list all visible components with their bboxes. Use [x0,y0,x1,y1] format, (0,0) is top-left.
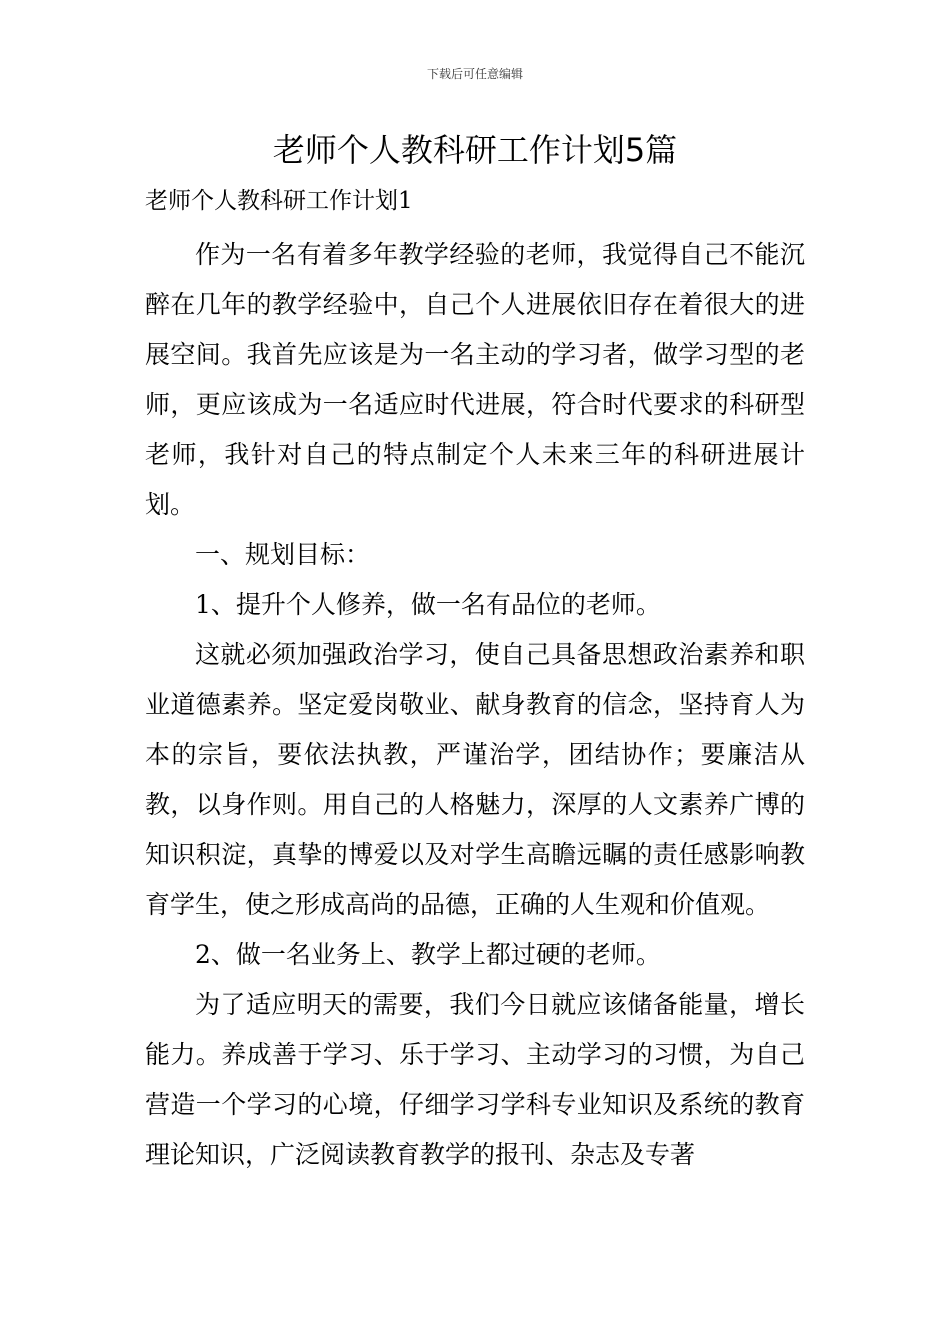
goal-item-2: 2、做一名业务上、教学上都过硬的老师。 [195,940,661,969]
document-body [145,178,805,1180]
section-subtitle: 老师个人教科研工作计划1 [145,188,413,214]
header-note: 下载后可任意编辑 [426,67,523,81]
heading-planning-goals: 一、规划目标： [195,540,371,569]
goal-item-1: 1、提升个人修养，做一名有品位的老师。 [195,590,661,619]
paragraph-goal-2-detail: 为了适应明天的需要，我们今日就应该储备能量，增长能力。养成善于学习、乐于学习、主动学习的习惯，为自己营造一个学习的心境，仔细学习学科专业知识及系统的教育理论知识，广泛阅读教育教学的报刊、杂志及专著 [145,990,805,1169]
document-title: 老师个人教科研工作计划5篇 [272,131,678,169]
paragraph-intro: 作为一名有着多年教学经验的老师，我觉得自己不能沉醉在几年的教学经验中，自己个人进展依旧存在着很大的进展空间。我首先应该是为一名主动的学习者，做学习型的老师，更应该成为一名适应时代进展，符合时代要求的科研型老师，我针对自己的特点制定个人未来三年的科研进展计划。 [145,240,805,519]
paragraph-goal-1-detail: 这就必须加强政治学习，使自己具备思想政治素养和职业道德素养。坚定爱岗敬业、献身教育的信念，坚持育人为本的宗旨，要依法执教，严谨治学，团结协作；要廉洁从教，以身作则。用自己的人格魅力，深厚的人文素养广博的知识积淀，真挚的博爱以及对学生高瞻远瞩的责任感影响教育学生，使之形成高尚的品德，正确的人生观和价值观。 [145,640,805,919]
